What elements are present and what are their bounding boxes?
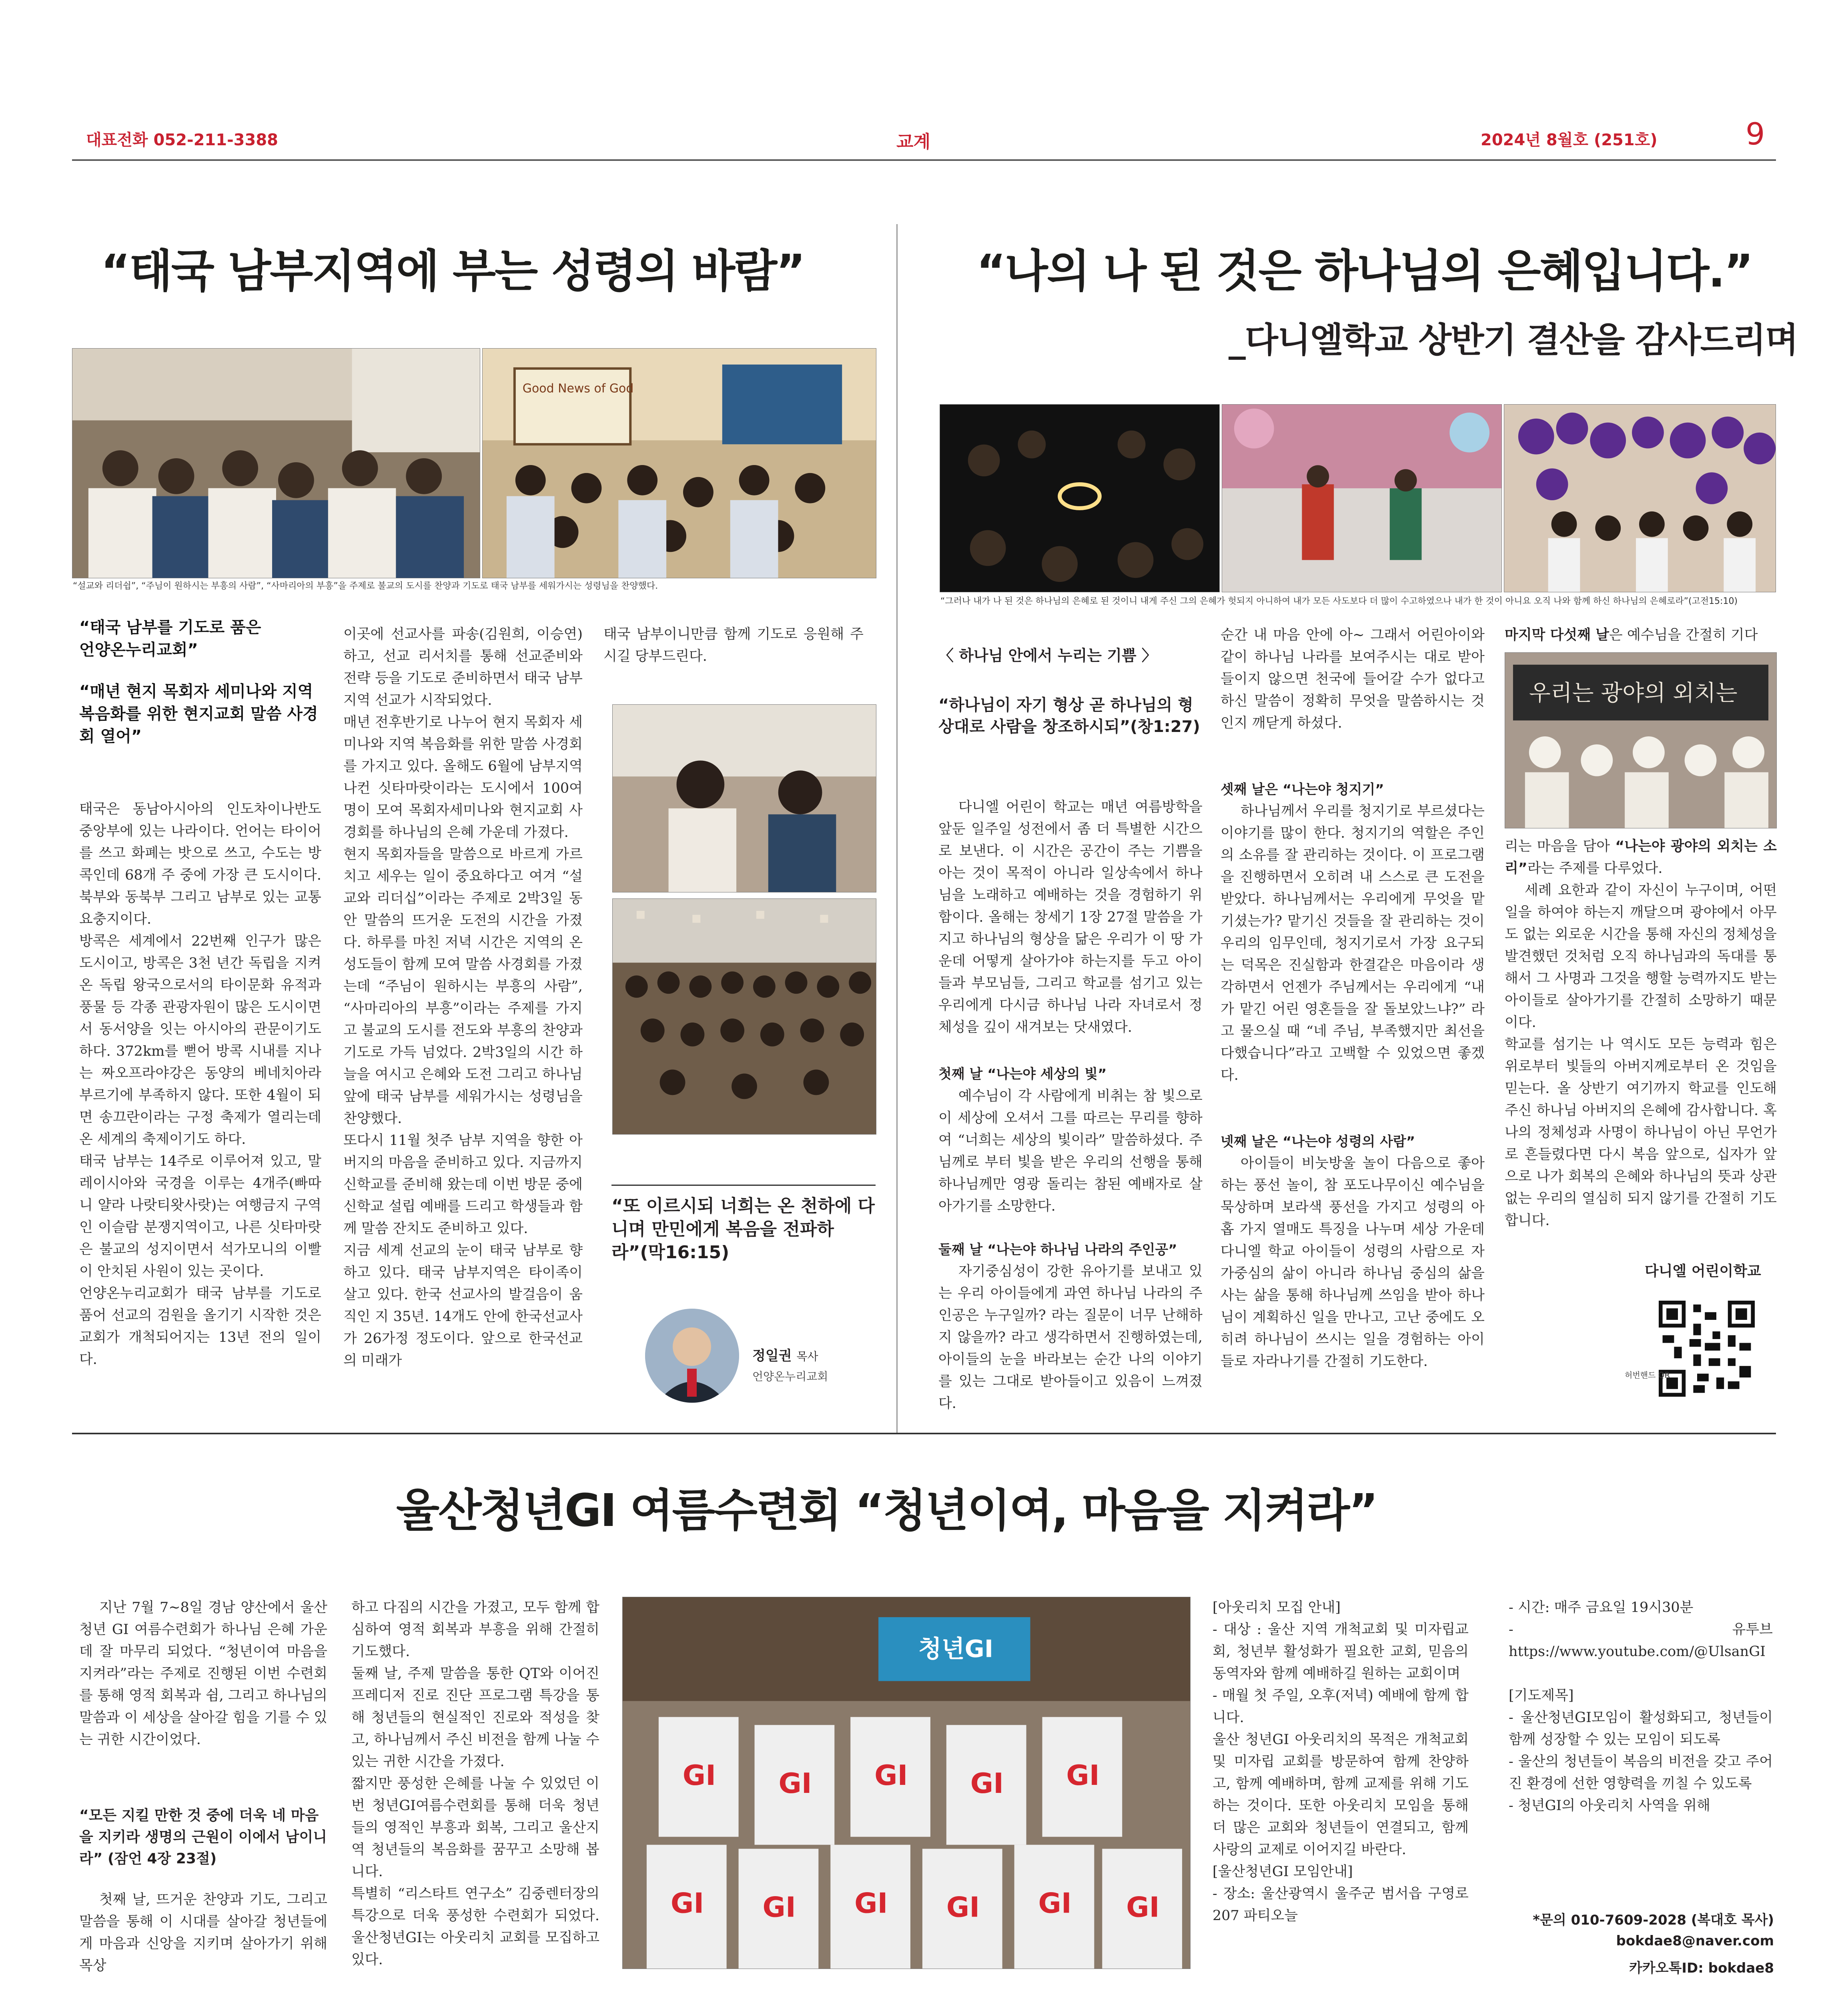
article1-col3: 태국 남부이니만큼 함께 기도로 응원해 주시길 당부드린다.	[603, 626, 864, 664]
article1-col1: 태국은 동남아시아의 인도차이나반도 중앙부에 있는 나라이다. 언어는 타이어를 쓰고 화폐는 밧으로 쓰고, 수도는 방콕인데 68개 주 중에 가장 큰 도시이다. 북부와 동북부 그리고 남부로 있는 교통요충지이다. 방콕은 세계에서 22번째 인구가 많은 도시이고, 방콕은 3천 년간 독립을 지켜 온 독립 왕국으로서의 타이문화 유적과 풍물 등 각종 관광자원이 많은 도시이면서 동서양을 잇는 아시아의 관문이기도 하다. 372km를 뻗어 방콕 시내를 지나는 짜오프라야강은 동양의 베네치아라 부르기에 부족하지 않다. 또한 4월이 되면 송끄란이라는 구정 축제가 열리는데 온 세계의 축제이기도 하다. 태국 남부는 14주로 이루어져 있고, 말레이시아와 국경을 이루는 4개주(빠따니 얄라 나랏티왓사랏)는 여행금지 구역인 이슬람 분쟁지역이고, 나른 싯타마랏은 불교의 성지이면서 석가모니의 이빨이 안치된 사원이 있는 곳이다. 언양온누리교회가 태국 남부를 기도로 품어 선교의 검원을 올기기 시작한 것은 교회가 개척되어지는 13년 전의 일이다.	[79, 801, 321, 1367]
article2-day3-title: 셋째 날은 “나는야 청지기”	[1221, 782, 1384, 798]
column-divider	[896, 224, 898, 1433]
header-rule	[72, 159, 1776, 161]
article1-photo-left	[72, 348, 480, 578]
article2-photo-caption: “그러나 내가 나 된 것은 하나님의 은혜로 된 것이니 내게 주신 그의 은혜가 헛되지 아니하여 내가 모든 사도보다 더 많이 수고하였으나 내가 한 것이 아니요 오직 나와 함께 하신 하나님의 은혜로라”(고전15:10)	[940, 596, 1738, 606]
header-phone: 대표전화 052-211-3388	[86, 131, 279, 149]
article1-lead2: “매년 현지 목회자 세미나와 지역복음화를 위한 현지교회 말씀 사경회 열어”	[79, 682, 318, 746]
banner-text: Good News of God	[522, 381, 634, 396]
article3-contact1: *문의 010-7609-2028 (복대호 목사)	[1533, 1912, 1774, 1928]
article2-headline: “나의 나 된 것은 하나님의 은혜입니다.”	[976, 245, 1752, 297]
article1-photo-caption: “설교와 리더쉽”, “주님이 원하시는 부흥의 사람”, “사마리아의 부흥”을 주제로 불교의 도시를 찬양과 기도로 태국 남부를 세워가시는 성령님을 찬양했다.	[73, 581, 658, 591]
article2-col2-intro: 순간 내 마음 안에 아~ 그래서 어린아이와 같이 하나님 나라를 보여주시는 대로 받아들이지 않으면 천국에 들어갈 수가 없다고 하신 말씀이 정확히 무엇을 말씀하시는 것인지 깨닫게 하셨다.	[1221, 627, 1485, 731]
article1-verse: “또 이르시되 너희는 온 천하에 다니며 만민에게 복음을 전파하라”(막16:15)	[611, 1196, 875, 1263]
article1-photo-worship	[612, 704, 876, 892]
article2-day1: 예수님이 각 사람에게 비취는 참 빛으로 이 세상에 오셔서 그를 따르는 무리를 향하여 “너희는 세상의 빛이라” 말씀하셨다. 주님께로 부터 빛을 받은 우리의 선행을 통해 하나님께만 영광 돌리는 참된 예배자로 살아가기를 소망한다.	[938, 1088, 1203, 1214]
svg-text:GI: GI	[682, 1759, 716, 1792]
article2-photo-dark	[940, 404, 1220, 592]
svg-text:GI: GI	[1126, 1891, 1160, 1924]
article2-photo-sign	[1505, 652, 1777, 828]
article2-signature: 다니엘 어린이학교	[1645, 1263, 1761, 1279]
header-section: 교계	[896, 132, 931, 152]
svg-text:GI: GI	[670, 1887, 704, 1920]
article3-contact2: bokdae8@naver.com	[1616, 1933, 1774, 1949]
article1-photo-right	[482, 348, 876, 578]
svg-text:GI: GI	[1038, 1887, 1072, 1920]
qr-label: 허번핸드 QR	[1625, 1370, 1670, 1380]
article2-verse: “하나님이 자기 형상 곧 하나님의 형상대로 사람을 창조하시되”(창1:27)	[938, 696, 1200, 736]
article2-day4-title: 넷째 날은 “나는야 성령의 사람”	[1221, 1134, 1415, 1150]
article2-photo-balloons	[1504, 404, 1776, 592]
article3-col2: 하고 다짐의 시간을 가졌고, 모두 함께 합심하여 영적 회복과 부흥을 위해 간절히 기도했다. 둘째 날, 주제 말씀을 통한 QT와 이어진 프레디저 진로 진단 프로그램 특강을 통해 청년들의 현실적인 진로와 적성을 찾고, 하나님께서 주신 비전을 함께 나눌 수 있는 귀한 시간을 가졌다. 짧지만 풍성한 은혜를 나눌 수 있었던 이번 청년GI여름수련회를 통해 더욱 청년들의 영적인 부흥과 회복, 그리고 울산지역 청년들의 복음화를 꿈꾸고 소망해 봅니다. 특별히 “리스타트 연구소” 김중렌터장의 특강으로 더욱 풍성한 수련회가 되었다. 울산청년GI는 아웃리치 교회를 모집하고 있다.	[351, 1600, 599, 1968]
article1-headline: “태국 남부지역에 부는 성령의 바람”	[101, 245, 804, 297]
article3-col4: [아웃리치 모집 안내] - 대상 : 울산 지역 개척교회 및 미자립교회, 청년부 활성화가 필요한 교회, 믿음의 동역자와 함께 예배하길 원하는 교회이며 - 매월 첫 주일, 오후(저녁) 예배에 함께 합니다. 울산 청년GI 아웃리치의 목적은 개척교회 및 미자립 교회를 방문하여 함께 찬양하고, 함께 예배하며, 함께 교제를 위해 기도하는 것이다. 또한 아웃리치 모임을 통해 더 많은 교회와 청년들이 연결되고, 함께 사랑의 교제로 이어지길 바란다. [울산청년GI 모임안내] - 장소: 울산광역시 울주군 범서읍 구영로 207 파티오늘	[1213, 1600, 1469, 1924]
verse-rule	[611, 1185, 876, 1186]
photo-banner-text: 청년GI	[918, 1635, 994, 1663]
author-name: 정일권 목사	[752, 1348, 818, 1364]
article2-subheadline: _다니엘학교 상반기 결산을 감사드리며	[1229, 320, 1798, 360]
article2-day2: 자기중심성이 강한 유아기를 보내고 있는 우리 아이들에게 과연 하나님 나라의 주인공은 누구일까? 라는 질문이 너무 난해하지 않을까? 라고 생각하면서 진행하였는데, 아이들의 눈을 바라보는 순간 나의 이야기를 있는 그대로 받아들이고 있음이 느껴졌다.	[938, 1263, 1203, 1412]
article2-day2-title: 둘째 날 “나는야 하나님 나라의 주인공”	[938, 1242, 1177, 1258]
svg-text:GI: GI	[762, 1891, 796, 1924]
article2-photo-stage	[1222, 404, 1502, 592]
article2-day5-intro: 리는 마음을 담아 “나는야 광야의 외치는 소리”라는 주제를 다루었다.	[1505, 838, 1777, 876]
svg-text:GI: GI	[778, 1767, 812, 1800]
article2-col1-intro: 다니엘 어린이 학교는 매년 여름방학을 앞둔 일주일 성전에서 좀 더 특별한 시간으로 보낸다. 이 시간은 공간이 주는 기쁨을 아는 것이 목적이 아니라 일상속에서 하나님을 노래하고 예배하는 것을 경험하기 위함이다. 올해는 창세기 1장 27절 말씀을 가지고 하나님의 형상을 닮은 우리가 이 땅 가운데 어떻게 살아가야 하는지를 두고 아이들과 부모님들, 그리고 학교를 섬기고 있는 우리에게 다시금 하나님 나라 자녀로서 정체성을 깊이 새겨보는 닷새였다.	[938, 799, 1203, 1035]
article1-lead1: “태국 남부를 기도로 품은 언양온누리교회”	[79, 618, 261, 659]
svg-text:GI: GI	[946, 1891, 980, 1924]
article3-headline: 울산청년GI 여름수련회 “청년이여, 마음을 지켜라”	[396, 1485, 1377, 1537]
article2-col3-rest: 세례 요한과 같이 자신이 누구이며, 어떤 일을 하여야 하는지 깨달으며 광야에서 아무도 없는 외로운 시간을 통해 자신의 정체성을 발견했던 것처럼 오직 하나님과의 독대를 통해서 그 사명과 그것을 행할 능력까지도 받는 아이들로 살아가기를 간절히 소망하기 때문이다. 학교를 섬기는 나 역시도 모든 능력과 힘은 위로부터 빛들의 아버지께로부터 온 것임을 믿는다. 올 상반기 여기까지 학교를 인도해 주신 하나님 아버지의 은혜에 감사합니다. 혹 나의 정체성과 사명이 하나님이 아닌 무언가로 흔들렸다면 다시 복음 앞으로, 십자가 앞으로 나가 회복의 은혜와 하나님의 뜻과 상관없는 우리의 열심히 되지 않기를 간절히 기도합니다.	[1505, 882, 1777, 1229]
article3-col1-b: 첫째 날, 뜨거운 찬양과 기도, 그리고 말씀을 통해 이 시대를 살아갈 청년들에게 마음과 신앙을 지키며 살아가기 위해 목상	[79, 1892, 327, 1974]
article3-photo	[622, 1597, 1191, 1969]
page-number: 9	[1746, 116, 1765, 152]
article2-day3: 하나님께서 우리를 청지기로 부르셨다는 이야기를 많이 한다. 청지기의 역할은 주인의 소유를 잘 관리하는 것이다. 이 프로그램을 진행하면서 오히려 내 스스로 큰 도전을 받았다. 하나님께서는 우리에게 무엇을 맡기셨는가? 맡기신 것들을 잘 관리하는 것이 우리의 임무인데, 청지기로서 가장 요구되는 덕목은 진실함과 한결같은 마음이라 생각하면서 언젠가 주님께서는 우리에게 “내가 맡긴 어린 영혼들을 잘 돌보았느냐?” 라고 물으실 때 “네 주님, 부족했지만 최선을 다했습니다”라고 고백할 수 있었으면 좋겠다.	[1221, 803, 1485, 1083]
article3-col1-quote: “모든 지킬 만한 것 중에 더욱 네 마음을 지키라 생명의 근원이 이에서 남이니라” (잠언 4장 23절)	[79, 1807, 327, 1867]
article3-contact3: 카카오톡ID: bokdae8	[1629, 1960, 1774, 1976]
article3-col1-a: 지난 7월 7~8일 경남 양산에서 울산청년 GI 여름수련회가 하나님 은혜 가운데 잘 마무리 되었다. “청년이여 마음을 지켜라”라는 주제로 진행된 이번 수련회를 통해 영적 회복과 쉼, 그리고 하나님의 말씀과 이 세상을 살아갈 힘을 기를 수 있는 귀한 시간이었다.	[79, 1600, 327, 1748]
header-issue: 2024년 8월호 (251호)	[1481, 131, 1658, 149]
article2-day1-title: 첫째 날 “나는야 세상의 빛”	[938, 1066, 1107, 1082]
svg-text:GI: GI	[854, 1887, 888, 1920]
svg-text:GI: GI	[1066, 1759, 1100, 1792]
author-avatar	[645, 1309, 739, 1403]
article2-day4: 아이들이 비눗방울 놀이 다음으로 좋아하는 풍선 놀이, 참 포도나무이신 예수님을 묵상하며 보라색 풍선을 가지고 성령의 아홉 가지 열매도 특징을 나누며 세상 가운데 다니엘 학교 아이들이 성령의 사람으로 자가중심의 삶이 아니라 하나님 중심의 삶을 사는 삶을 통해 하나님께 쓰임을 받아 하나님이 계획하신 일을 만나고, 고난 중에도 오히려 하나님이 쓰시는 일을 경험하는 아이들로 자라나기를 간절히 기도한다.	[1221, 1155, 1485, 1369]
sign-text: 우리는 광야의 외치는	[1529, 680, 1738, 706]
svg-text:GI: GI	[874, 1759, 908, 1792]
article2-section-title: 〈 하나님 안에서 누리는 기쁨 〉	[938, 647, 1157, 664]
qr-code-icon[interactable]	[1659, 1301, 1755, 1397]
author-org: 언양온누리교회	[752, 1370, 828, 1383]
article3-col5: - 시간: 매주 금요일 19시30분 - 유투브 https://www.youtube.com/@UlsanGI [기도제목] - 울산청년GI모임이 활성화되고, 청년들이 함께 성장할 수 있는 모임이 되도록 - 울산의 청년들이 복음의 비전을 갖고 주어진 환경에 선한 영향력을 끼칠 수 있도록 - 청년GI의 아웃리치 사역을 위해	[1509, 1600, 1773, 1814]
article1-photo-group	[612, 898, 876, 1135]
article1-col2: 이곳에 선교사를 파송(김원희, 이승연)하고, 선교 리서치를 통해 선교준비와 전략 등을 기도로 준비하면서 태국 남부지역 선교가 시작되었다. 매년 전후반기로 나누어 현지 목회자 세미나와 지역 복음화를 위한 말씀 사경회를 가지고 있다. 올해도 6월에 남부지역 나컨 싯타마랏이라는 도시에서 100여 명이 모여 목회자세미나와 현지교회 사경회를 하나님의 은혜 가운데 가졌다. 현지 목회자들을 말씀으로 바르게 가르치고 세우는 일이 중요하다고 여겨 “설교와 리더십”이라는 주제로 2박3일 동안 말씀의 뜨거운 도전의 시간을 가졌다. 하루를 마친 저녁 시간은 지역의 온 성도들이 함께 모여 말씀 사경회를 가졌는데 “주님이 원하시는 부흥의 사람”, “사마리아의 부흥”이라는 주제를 가지고 불교의 도시를 전도와 부흥의 찬양과 기도로 가득 넘었다. 2박3일의 시간 하늘을 여시고 은혜와 도전 그리고 하나님 앞에 태국 남부를 세워가시는 성령님을 찬양했다. 또다시 11월 첫주 남부 지역을 향한 아버지의 마음을 준비하고 있다. 지금까지 신학교를 준비해 왔는데 이번 방문 중에 신학교 설립 예배를 드리고 학생들과 함께 말씀 잔치도 준비하고 있다. 지금 세계 선교의 눈이 태국 남부로 향하고 있다. 태국 남부지역은 타이족이 살고 있다. 한국 선교사의 발걸음이 움직인 지 35년. 14개도 안에 한국선교사가 26가정 정도이다. 앞으로 한국선교의 미래가	[343, 626, 583, 1369]
svg-text:GI: GI	[970, 1767, 1004, 1800]
section-rule	[72, 1433, 1776, 1434]
article2-day5-line: 마지막 다섯째 날은 예수님을 간절히 기다	[1505, 627, 1758, 643]
